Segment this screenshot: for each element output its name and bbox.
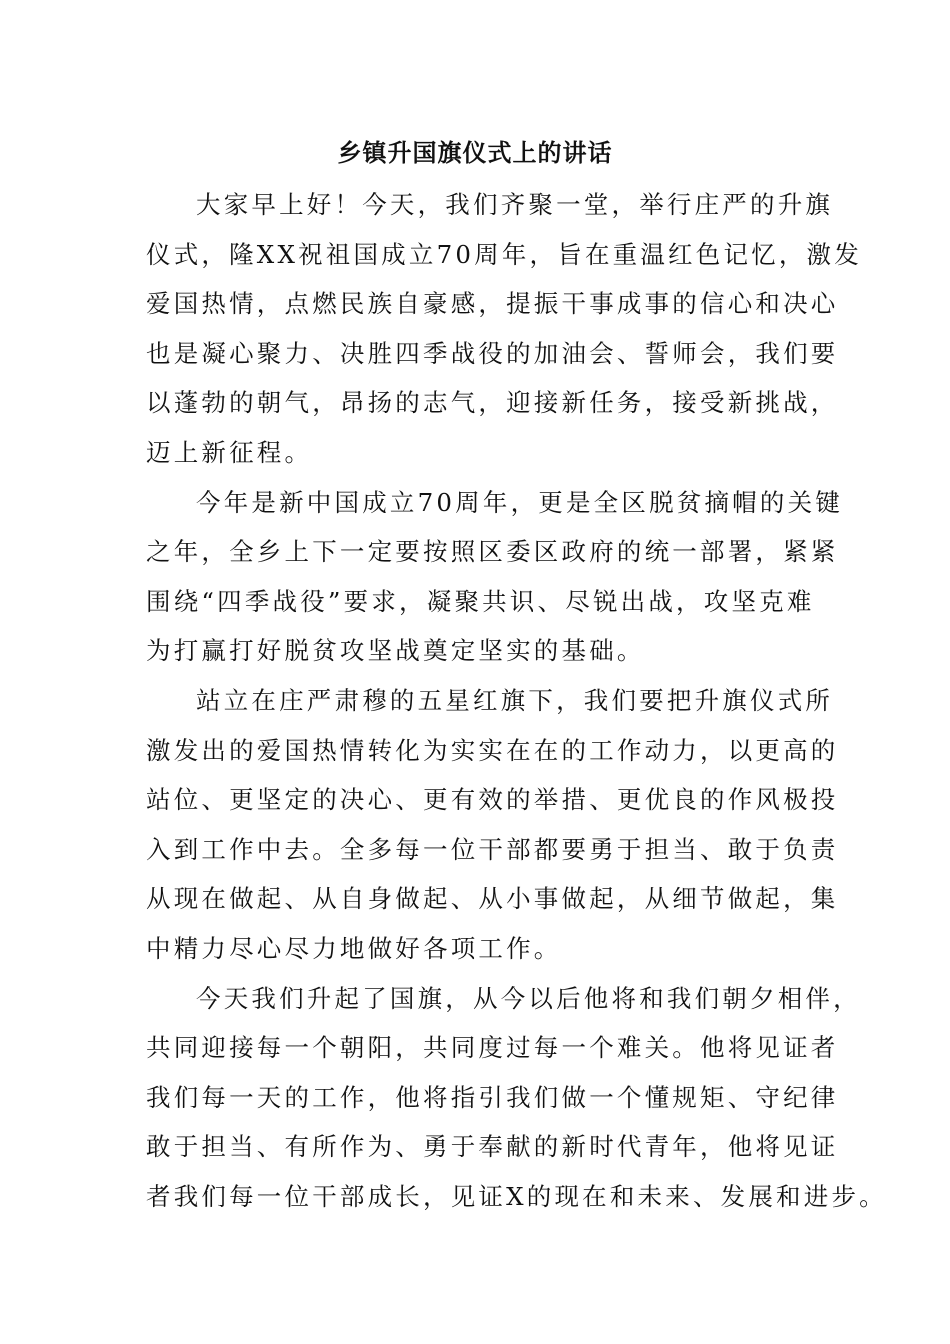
paragraph-2-line-3: 围绕“四季战役”要求，凝聚共识、尽锐出战，攻坚克难 <box>146 586 815 616</box>
paragraph-3-line-3: 站位、更坚定的决心、更有效的举措、更优良的作风极投 <box>146 785 839 815</box>
paragraph-1-line-5: 以蓬勃的朝气，昂扬的志气，迎接新任务，接受新挑战， <box>146 388 839 418</box>
paragraph-4-line-2: 共同迎接每一个朝阳，共同度过每一个难关。他将见证者 <box>146 1033 839 1063</box>
paragraph-4-line-3: 我们每一天的工作，他将指引我们做一个懂规矩、守纪律 <box>146 1082 839 1112</box>
paragraph-3-line-5: 从现在做起、从自身做起、从小事做起，从细节做起，集 <box>146 884 839 914</box>
paragraph-2-line-2: 之年，全乡上下一定要按照区委区政府的统一部署，紧紧 <box>146 537 839 567</box>
paragraph-1-line-3: 爱国热情，点燃民族自豪感，提振干事成事的信心和决心 <box>146 289 839 319</box>
paragraph-1-line-1: 大家早上好！今天，我们齐聚一堂，举行庄严的升旗 <box>196 190 834 219</box>
paragraph-1-line-6: 迈上新征程。 <box>146 437 313 467</box>
paragraph-4-line-4: 敢于担当、有所作为、勇于奉献的新时代青年，他将见证 <box>146 1132 839 1162</box>
paragraph-3-line-6: 中精力尽心尽力地做好各项工作。 <box>146 933 562 963</box>
paragraph-4-line-1: 今天我们升起了国旗，从今以后他将和我们朝夕相伴， <box>196 983 861 1013</box>
paragraph-1-line-4: 也是凝心聚力、决胜四季战役的加油会、誓师会，我们要 <box>146 338 839 368</box>
paragraph-2-line-4: 为打赢打好脱贫攻坚战奠定坚实的基础。 <box>146 636 645 666</box>
paragraph-3-line-1: 站立在庄严肃穆的五星红旗下，我们要把升旗仪式所 <box>196 685 834 715</box>
paragraph-3-line-4: 入到工作中去。全多每一位干部都要勇于担当、敢于负责 <box>146 834 839 864</box>
document-title: 乡镇升国旗仪式上的讲话 <box>337 138 613 167</box>
document-body <box>146 180 887 1221</box>
paragraph-2-line-1: 今年是新中国成立70周年，更是全区脱贫摘帽的关键 <box>196 487 843 517</box>
paragraph-4-line-5: 者我们每一位干部成长，见证X的现在和未来、发展和进步。 <box>146 1181 887 1211</box>
paragraph-3-line-2: 激发出的爱国热情转化为实实在在的工作动力，以更高的 <box>146 735 839 765</box>
paragraph-1-line-2: 仪式，隆XX祝祖国成立70周年，旨在重温红色记忆，激发 <box>146 239 862 269</box>
